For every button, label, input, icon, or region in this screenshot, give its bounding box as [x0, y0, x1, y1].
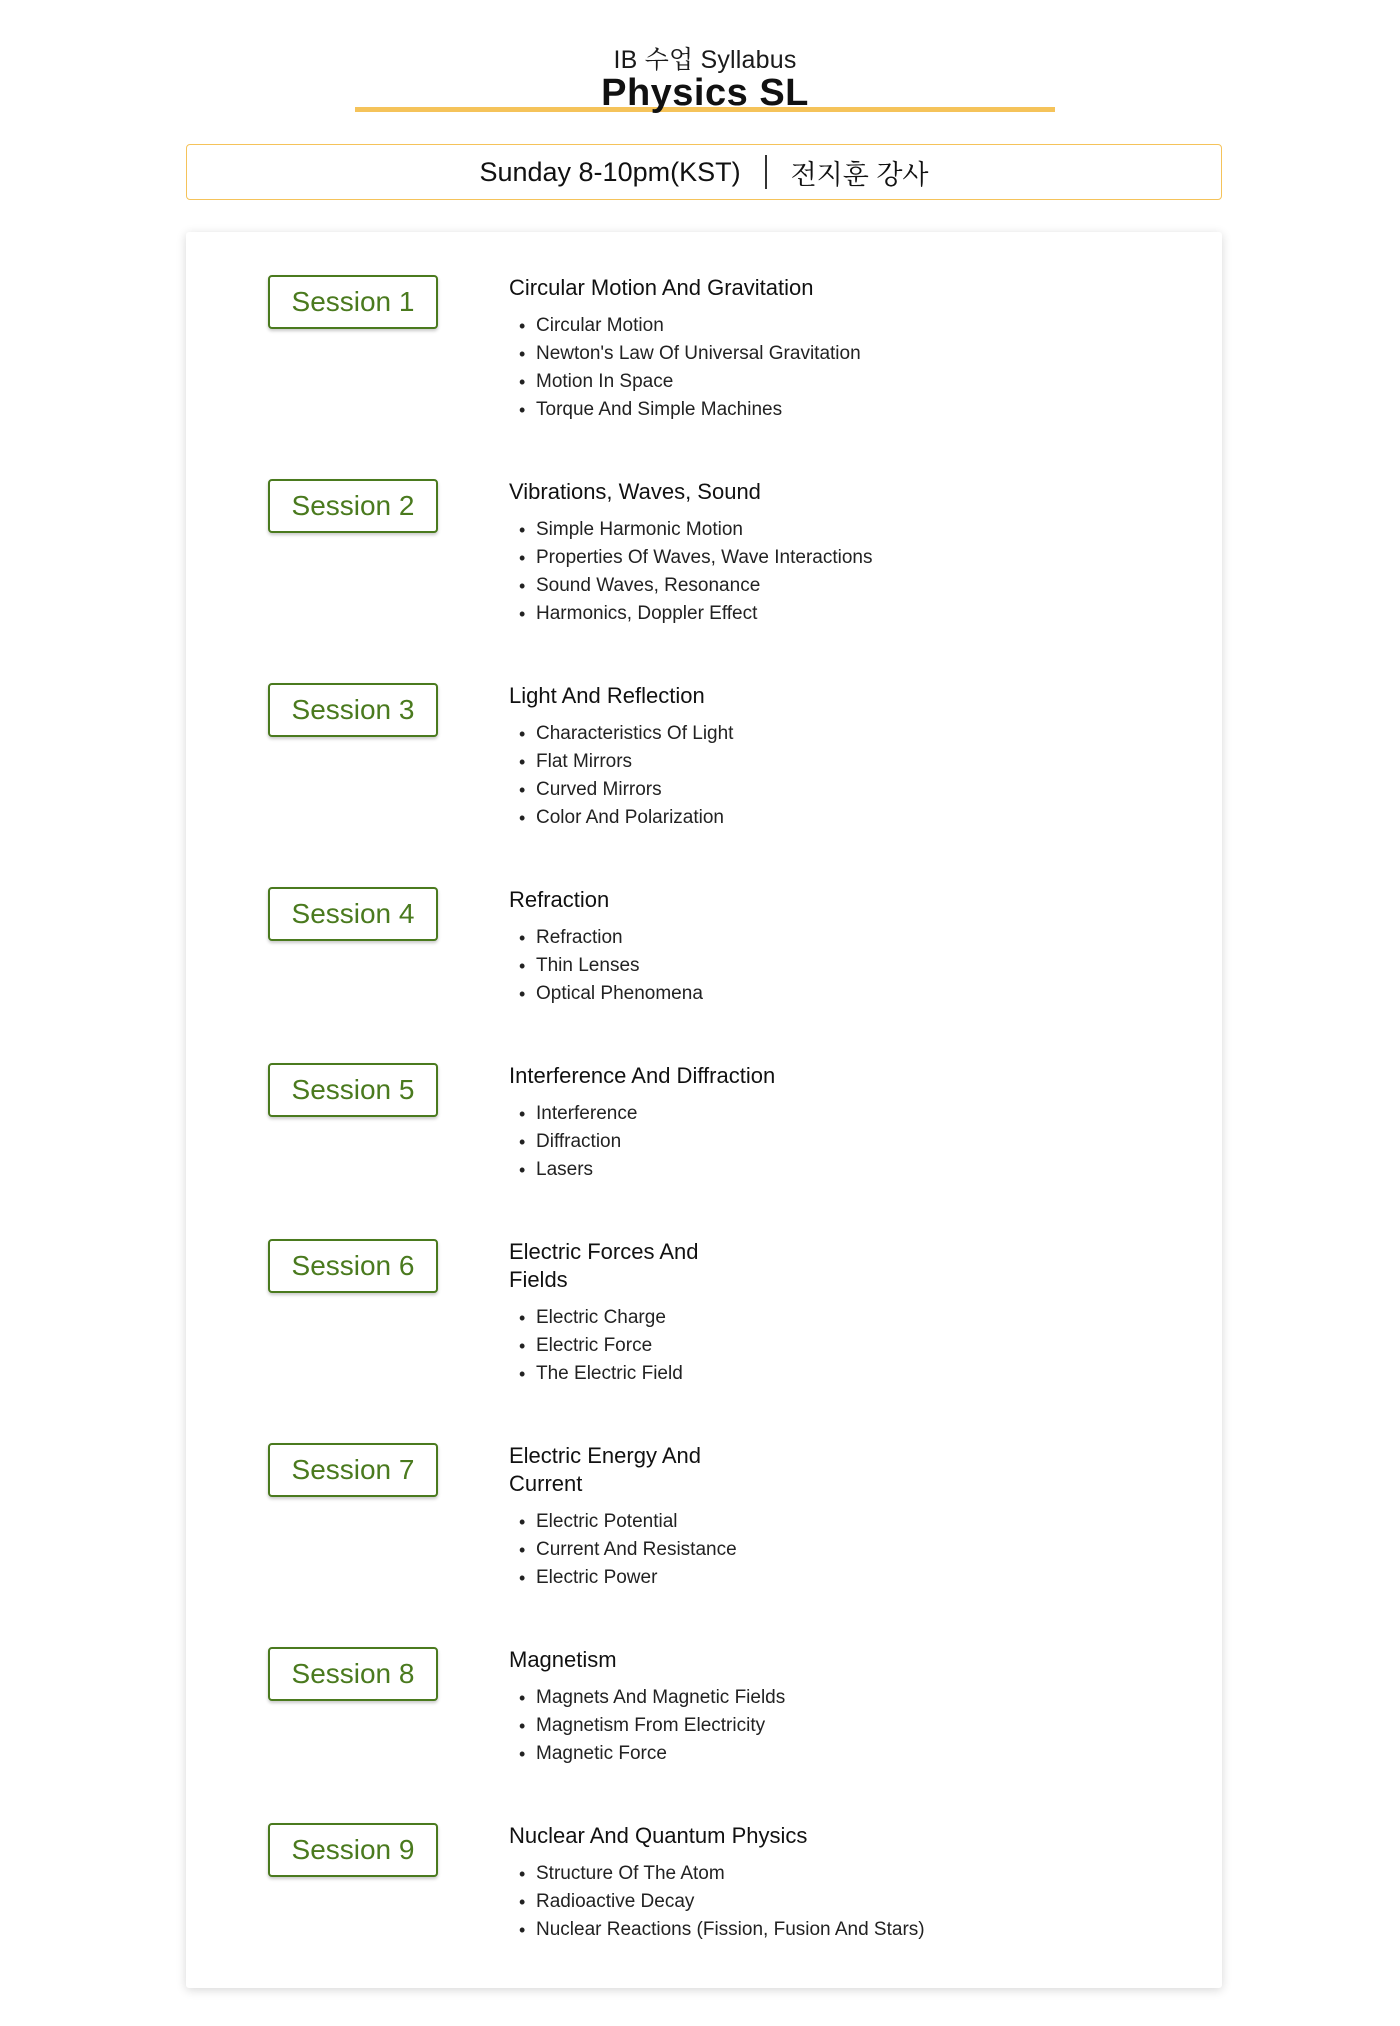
- session-title: Light And Reflection: [509, 683, 705, 708]
- syllabus-card: [186, 232, 1222, 1988]
- session-content: [509, 478, 1149, 628]
- session-badge: Session 9: [268, 1823, 438, 1877]
- page-subtitle: IB 수업 Syllabus: [613, 46, 797, 74]
- topic-item: • Lasers: [509, 1156, 1149, 1184]
- topic-item: • Motion In Space: [509, 368, 1149, 396]
- session-title: Electric Forces And Fields: [509, 1239, 699, 1292]
- session-badge: Session 5: [268, 1063, 438, 1117]
- session-content: [509, 1822, 1149, 1944]
- session-title: Interference And Diffraction: [509, 1063, 776, 1088]
- topic-item: • Electric Charge: [509, 1304, 1149, 1332]
- session-title: Refraction: [509, 887, 610, 912]
- topic-list: [509, 1100, 1149, 1184]
- session-content: [509, 1062, 1149, 1184]
- topic-item: • Structure Of The Atom: [509, 1860, 1149, 1888]
- schedule-divider: [765, 155, 767, 189]
- topic-list: [509, 924, 1149, 1008]
- session-badge: Session 6: [268, 1239, 438, 1293]
- topic-list: [509, 312, 1149, 424]
- session-content: [509, 682, 1149, 832]
- topic-list: [509, 1508, 1149, 1592]
- session-title: Electric Energy And Current: [509, 1443, 701, 1496]
- topic-item: • Thin Lenses: [509, 952, 1149, 980]
- topic-item: • Harmonics, Doppler Effect: [509, 600, 1149, 628]
- session-content: [509, 886, 1149, 1008]
- topic-item: • Radioactive Decay: [509, 1888, 1149, 1916]
- session-badge: Session 8: [268, 1647, 438, 1701]
- schedule-time: Sunday 8-10pm(KST): [479, 156, 741, 187]
- topic-item: • Refraction: [509, 924, 1149, 952]
- topic-item: • Properties Of Waves, Wave Interactions: [509, 544, 1149, 572]
- topic-list: [509, 1684, 1149, 1768]
- topic-item: • Flat Mirrors: [509, 748, 1149, 776]
- topic-item: • Sound Waves, Resonance: [509, 572, 1149, 600]
- topic-item: • Magnetism From Electricity: [509, 1712, 1149, 1740]
- topic-item: • Optical Phenomena: [509, 980, 1149, 1008]
- schedule-instructor: 전지훈 강사: [790, 159, 929, 190]
- session-title: Vibrations, Waves, Sound: [509, 479, 761, 504]
- page-title: Physics SL: [601, 72, 809, 114]
- topic-item: • Magnets And Magnetic Fields: [509, 1684, 1149, 1712]
- title-wrap: [355, 72, 1055, 118]
- topic-list: [509, 1304, 1149, 1388]
- topic-item: • Newton's Law Of Universal Gravitation: [509, 340, 1149, 368]
- topic-item: • Electric Potential: [509, 1508, 1149, 1536]
- topic-item: • Torque And Simple Machines: [509, 396, 1149, 424]
- topic-list: [509, 1860, 1149, 1944]
- session-content: [509, 1238, 1149, 1388]
- topic-item: • Curved Mirrors: [509, 776, 1149, 804]
- session-content: [509, 1442, 1149, 1592]
- topic-item: • Interference: [509, 1100, 1149, 1128]
- topic-item: • Simple Harmonic Motion: [509, 516, 1149, 544]
- session-badge: Session 4: [268, 887, 438, 941]
- topic-item: • Magnetic Force: [509, 1740, 1149, 1768]
- session-badge: Session 7: [268, 1443, 438, 1497]
- session-badge: Session 1: [268, 275, 438, 329]
- session-content: [509, 1646, 1149, 1768]
- session-title: Nuclear And Quantum Physics: [509, 1823, 808, 1848]
- session-badge: Session 3: [268, 683, 438, 737]
- topic-item: • The Electric Field: [509, 1360, 1149, 1388]
- topic-item: • Electric Power: [509, 1564, 1149, 1592]
- topic-item: • Diffraction: [509, 1128, 1149, 1156]
- topic-item: • Nuclear Reactions (Fission, Fusion And Stars): [509, 1916, 1149, 1944]
- session-title: Magnetism: [509, 1647, 617, 1672]
- session-content: [509, 274, 1149, 424]
- topic-item: • Characteristics Of Light: [509, 720, 1149, 748]
- schedule-bar: [186, 144, 1222, 200]
- topic-list: [509, 720, 1149, 832]
- topic-item: • Circular Motion: [509, 312, 1149, 340]
- topic-list: [509, 516, 1149, 628]
- topic-item: • Current And Resistance: [509, 1536, 1149, 1564]
- topic-item: • Color And Polarization: [509, 804, 1149, 832]
- session-title: Circular Motion And Gravitation: [509, 275, 814, 300]
- topic-item: • Electric Force: [509, 1332, 1149, 1360]
- session-badge: Session 2: [268, 479, 438, 533]
